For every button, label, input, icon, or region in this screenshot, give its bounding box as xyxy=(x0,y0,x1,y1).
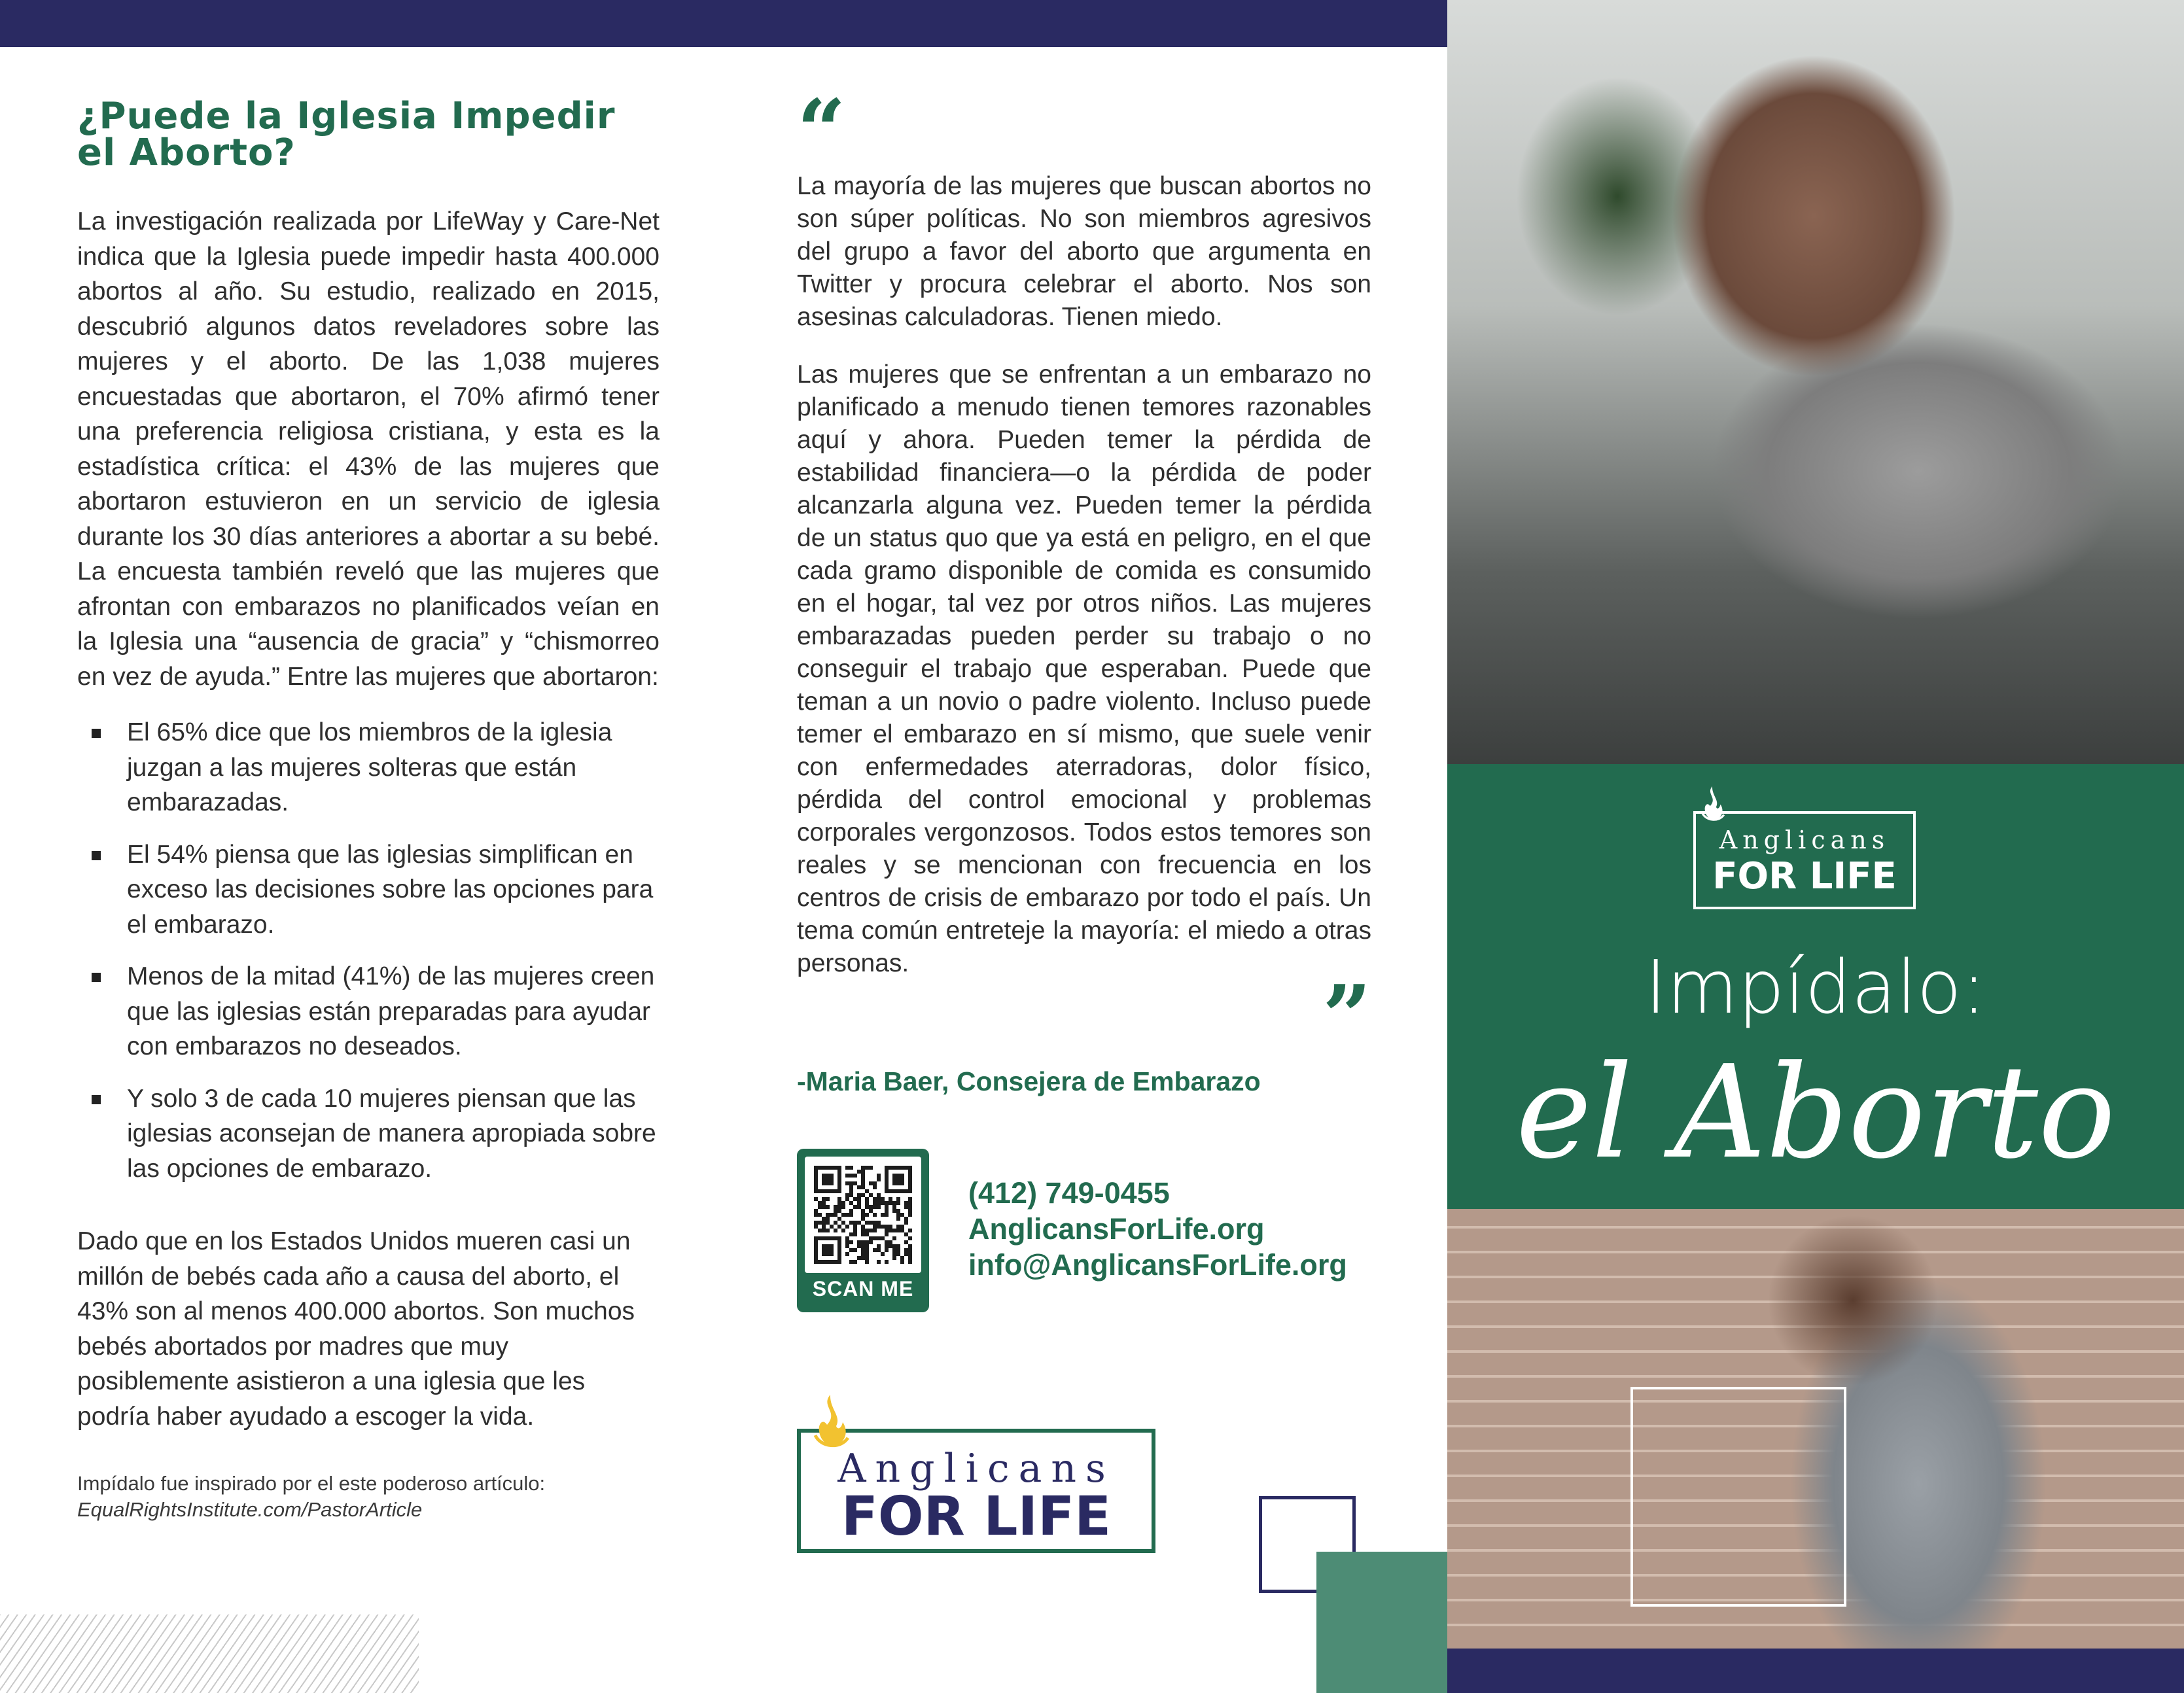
bullet-square-icon xyxy=(92,851,101,860)
logo-text-for-life: FOR LIFE xyxy=(1712,855,1897,898)
list-item: El 54% piensa que las iglesias simplifican en exceso las decisiones sobre las opciones para el embarazo. xyxy=(77,837,660,943)
left-column xyxy=(77,95,660,1523)
cover-title-panel xyxy=(1447,764,2184,1209)
cover-photo-pregnant-woman xyxy=(1447,1209,2184,1649)
close-quote-icon: ” xyxy=(1322,966,1371,1066)
decorative-frame xyxy=(1630,1387,1846,1607)
top-navy-band xyxy=(0,0,1447,47)
quote-paragraph-2: Las mujeres que se enfrentan a un embarazo no planificado a menudo tienen temores razonables aquí y ahora. Pueden temer la pérdida de estabilidad financiera—o la pérdida de poder alcanzarla alguna vez. Pueden temer la pérdida de un status quo que ya está en peligro, en el que cada gramo disponible de comida es consumido en el hogar, tal vez por otros niños. Las mujeres embarazadas pueden perder su trabajo o no conseguir el trabajo que esperaban. Puede que teman a un novio o padre violento. Incluso puede temer el embarazo en sí mismo, que suele venir con enfermedades aterradoras, dolor físico, pérdida del control emocional y problemas corporales vergonzosos. Todos estos temores son reales y se mencionan con frecuencia en los centros de crisis de embarazo por todo el país. Un tema común entreteje la mayoría: el miedo a otras personas. xyxy=(797,360,1371,977)
list-item: Y solo 3 de cada 10 mujeres piensan que las iglesias aconsejan de manera apropiada sobre las opciones de embarazo. xyxy=(77,1081,660,1187)
flame-icon xyxy=(1697,784,1727,824)
contact-info xyxy=(968,1175,1347,1283)
credit-link[interactable]: EqualRightsInstitute.com/PastorArticle xyxy=(77,1498,423,1521)
open-quote-icon: “ xyxy=(797,80,846,181)
phone-number[interactable]: (412) 749-0455 xyxy=(968,1176,1170,1210)
cover-subtitle: el Aborto xyxy=(1515,1038,2116,1187)
qr-code[interactable] xyxy=(797,1149,929,1312)
anglicans-for-life-logo xyxy=(797,1429,1155,1553)
credit-text: Impídalo fue inspirado por el este poderoso artículo: xyxy=(77,1472,546,1495)
intro-paragraph: La investigación realizada por LifeWay y Care-Net indica que la Iglesia puede impedir hasta 400.000 abortos al año. Su estudio, realizado en 2015, descubrió algunos datos reveladores sobre las mujeres y el aborto. De las 1,038 mujeres encuestadas que abortaron, el 70% afirmó tener una preferencia religiosa cristiana, y esta es la estadística crítica: el 43% de las mujeres que abortaron estuvieron en un servicio de iglesia durante los 30 días anteriores a abortar a su bebé. La encuesta también reveló que las mujeres que afrontan con embarazos no planificados veían en la Iglesia una “ausencia de gracia” y “chismorreo en vez de ayuda.” Entre las mujeres que abortaron: xyxy=(77,207,660,691)
section-heading: ¿Puede la Iglesia Impedir el Aborto? xyxy=(77,95,616,174)
decorative-square-green xyxy=(1316,1552,1447,1693)
email-link[interactable]: info@AnglicansForLife.org xyxy=(968,1248,1347,1282)
flame-icon xyxy=(807,1392,853,1451)
logo-text-for-life: FOR LIFE xyxy=(841,1486,1112,1548)
closing-paragraph: Dado que en los Estados Unidos mueren casi un millón de bebés cada año a causa del aborto, el 43% son al menos 400.000 abortos. Son muchos bebés abortados por madres que muy posiblemente asistieron a una iglesia que les podría haber ayudado a escoger la vida. xyxy=(77,1227,635,1431)
qr-code-image xyxy=(805,1157,921,1273)
website-link[interactable]: AnglicansForLife.org xyxy=(968,1212,1265,1246)
stats-list xyxy=(77,715,660,1186)
logo-text-anglicans: Anglicans xyxy=(1719,826,1890,854)
quote-column xyxy=(797,80,1371,1097)
logo-text-anglicans: Anglicans xyxy=(837,1446,1115,1492)
bullet-square-icon xyxy=(92,1095,101,1104)
qr-pattern-icon xyxy=(814,1166,912,1264)
quote-paragraph-1: La mayoría de las mujeres que buscan abortos no son súper políticas. No son miembros agresivos del grupo a favor del aborto que argumenta en Twitter y procura celebrar el aborto. Nos son asesinas calculadoras. Tienen miedo. xyxy=(797,172,1371,331)
scan-me-label: SCAN ME xyxy=(812,1277,914,1300)
bottom-navy-band xyxy=(1447,1649,2184,1693)
cover-photo-distressed-woman xyxy=(1447,0,2184,764)
decorative-stripes xyxy=(0,1614,419,1693)
bullet-square-icon xyxy=(92,729,101,738)
source-credit xyxy=(77,1471,660,1523)
quote-author: -Maria Baer, Consejera de Embarazo xyxy=(797,1066,1261,1096)
bullet-square-icon xyxy=(92,973,101,982)
cover-title: Impídalo: xyxy=(1645,945,1986,1030)
list-item: El 65% dice que los miembros de la iglesia juzgan a las mujeres solteras que están embarazadas. xyxy=(77,715,660,820)
list-item: Menos de la mitad (41%) de las mujeres creen que las iglesias están preparadas para ayudar con embarazos no deseados. xyxy=(77,959,660,1064)
cover-logo xyxy=(1693,811,1916,909)
